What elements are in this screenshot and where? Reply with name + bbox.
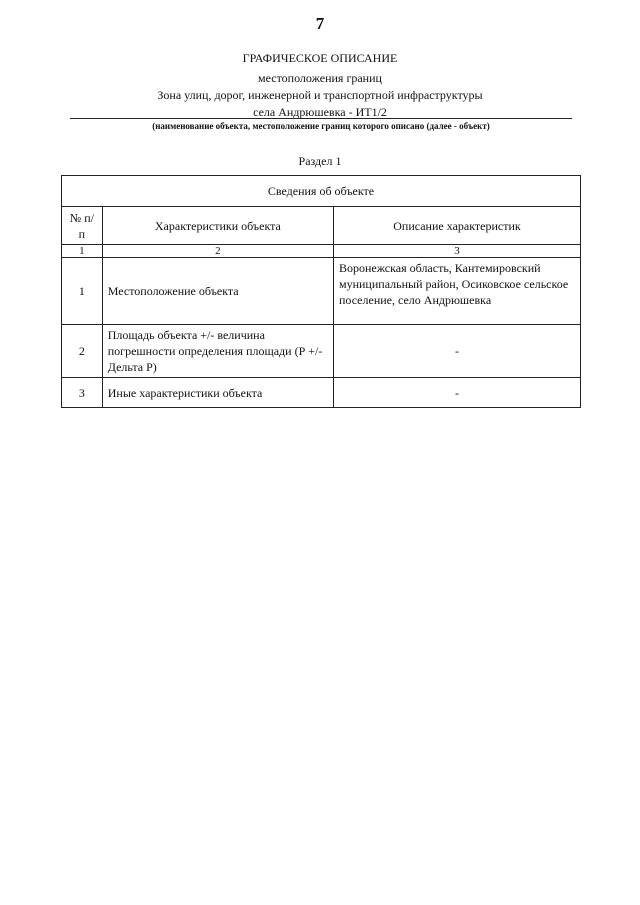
row-description: Воронежская область, Кантемировский муниципальный район, Осиковское сельское поселение, село Андрюшевка	[333, 258, 580, 325]
title-line-4: села Андрюшевка - ИТ1/2	[253, 105, 387, 119]
row-num: 3	[62, 378, 103, 408]
table-row	[62, 325, 581, 378]
section-title: Раздел 1	[298, 154, 342, 168]
title-line-1: ГРАФИЧЕСКОЕ ОПИСАНИЕ	[242, 51, 398, 65]
row-description: -	[333, 325, 580, 378]
object-info-table	[61, 175, 581, 408]
column-index-2: 2	[102, 245, 333, 258]
table-header-row	[62, 207, 581, 245]
row-description: -	[333, 378, 580, 408]
row-num: 1	[62, 258, 103, 325]
page-number: 7	[315, 14, 325, 33]
column-header-characteristic: Характеристики объекта	[102, 207, 333, 245]
object-caption: (наименование объекта, местоположение границ которого описано (далее - объект)	[152, 121, 490, 131]
row-num: 2	[62, 325, 103, 378]
column-header-num: № п/п	[62, 207, 103, 245]
row-characteristic: Местоположение объекта	[102, 258, 333, 325]
table-heading-row	[62, 176, 581, 207]
title-block	[70, 50, 570, 121]
title-line-2: местоположения границ	[258, 71, 382, 85]
title-underline	[70, 118, 572, 119]
table-index-row	[62, 245, 581, 258]
table-row	[62, 258, 581, 325]
title-line-3: Зона улиц, дорог, инженерной и транспортной инфраструктуры	[157, 88, 483, 102]
column-index-1: 1	[62, 245, 103, 258]
column-header-description: Описание характеристик	[333, 207, 580, 245]
row-characteristic: Иные характеристики объекта	[102, 378, 333, 408]
table-row	[62, 378, 581, 408]
table-heading: Сведения об объекте	[62, 176, 581, 207]
row-characteristic: Площадь объекта +/- величина погрешности определения площади (Р +/- Дельта Р)	[102, 325, 333, 378]
column-index-3: 3	[333, 245, 580, 258]
